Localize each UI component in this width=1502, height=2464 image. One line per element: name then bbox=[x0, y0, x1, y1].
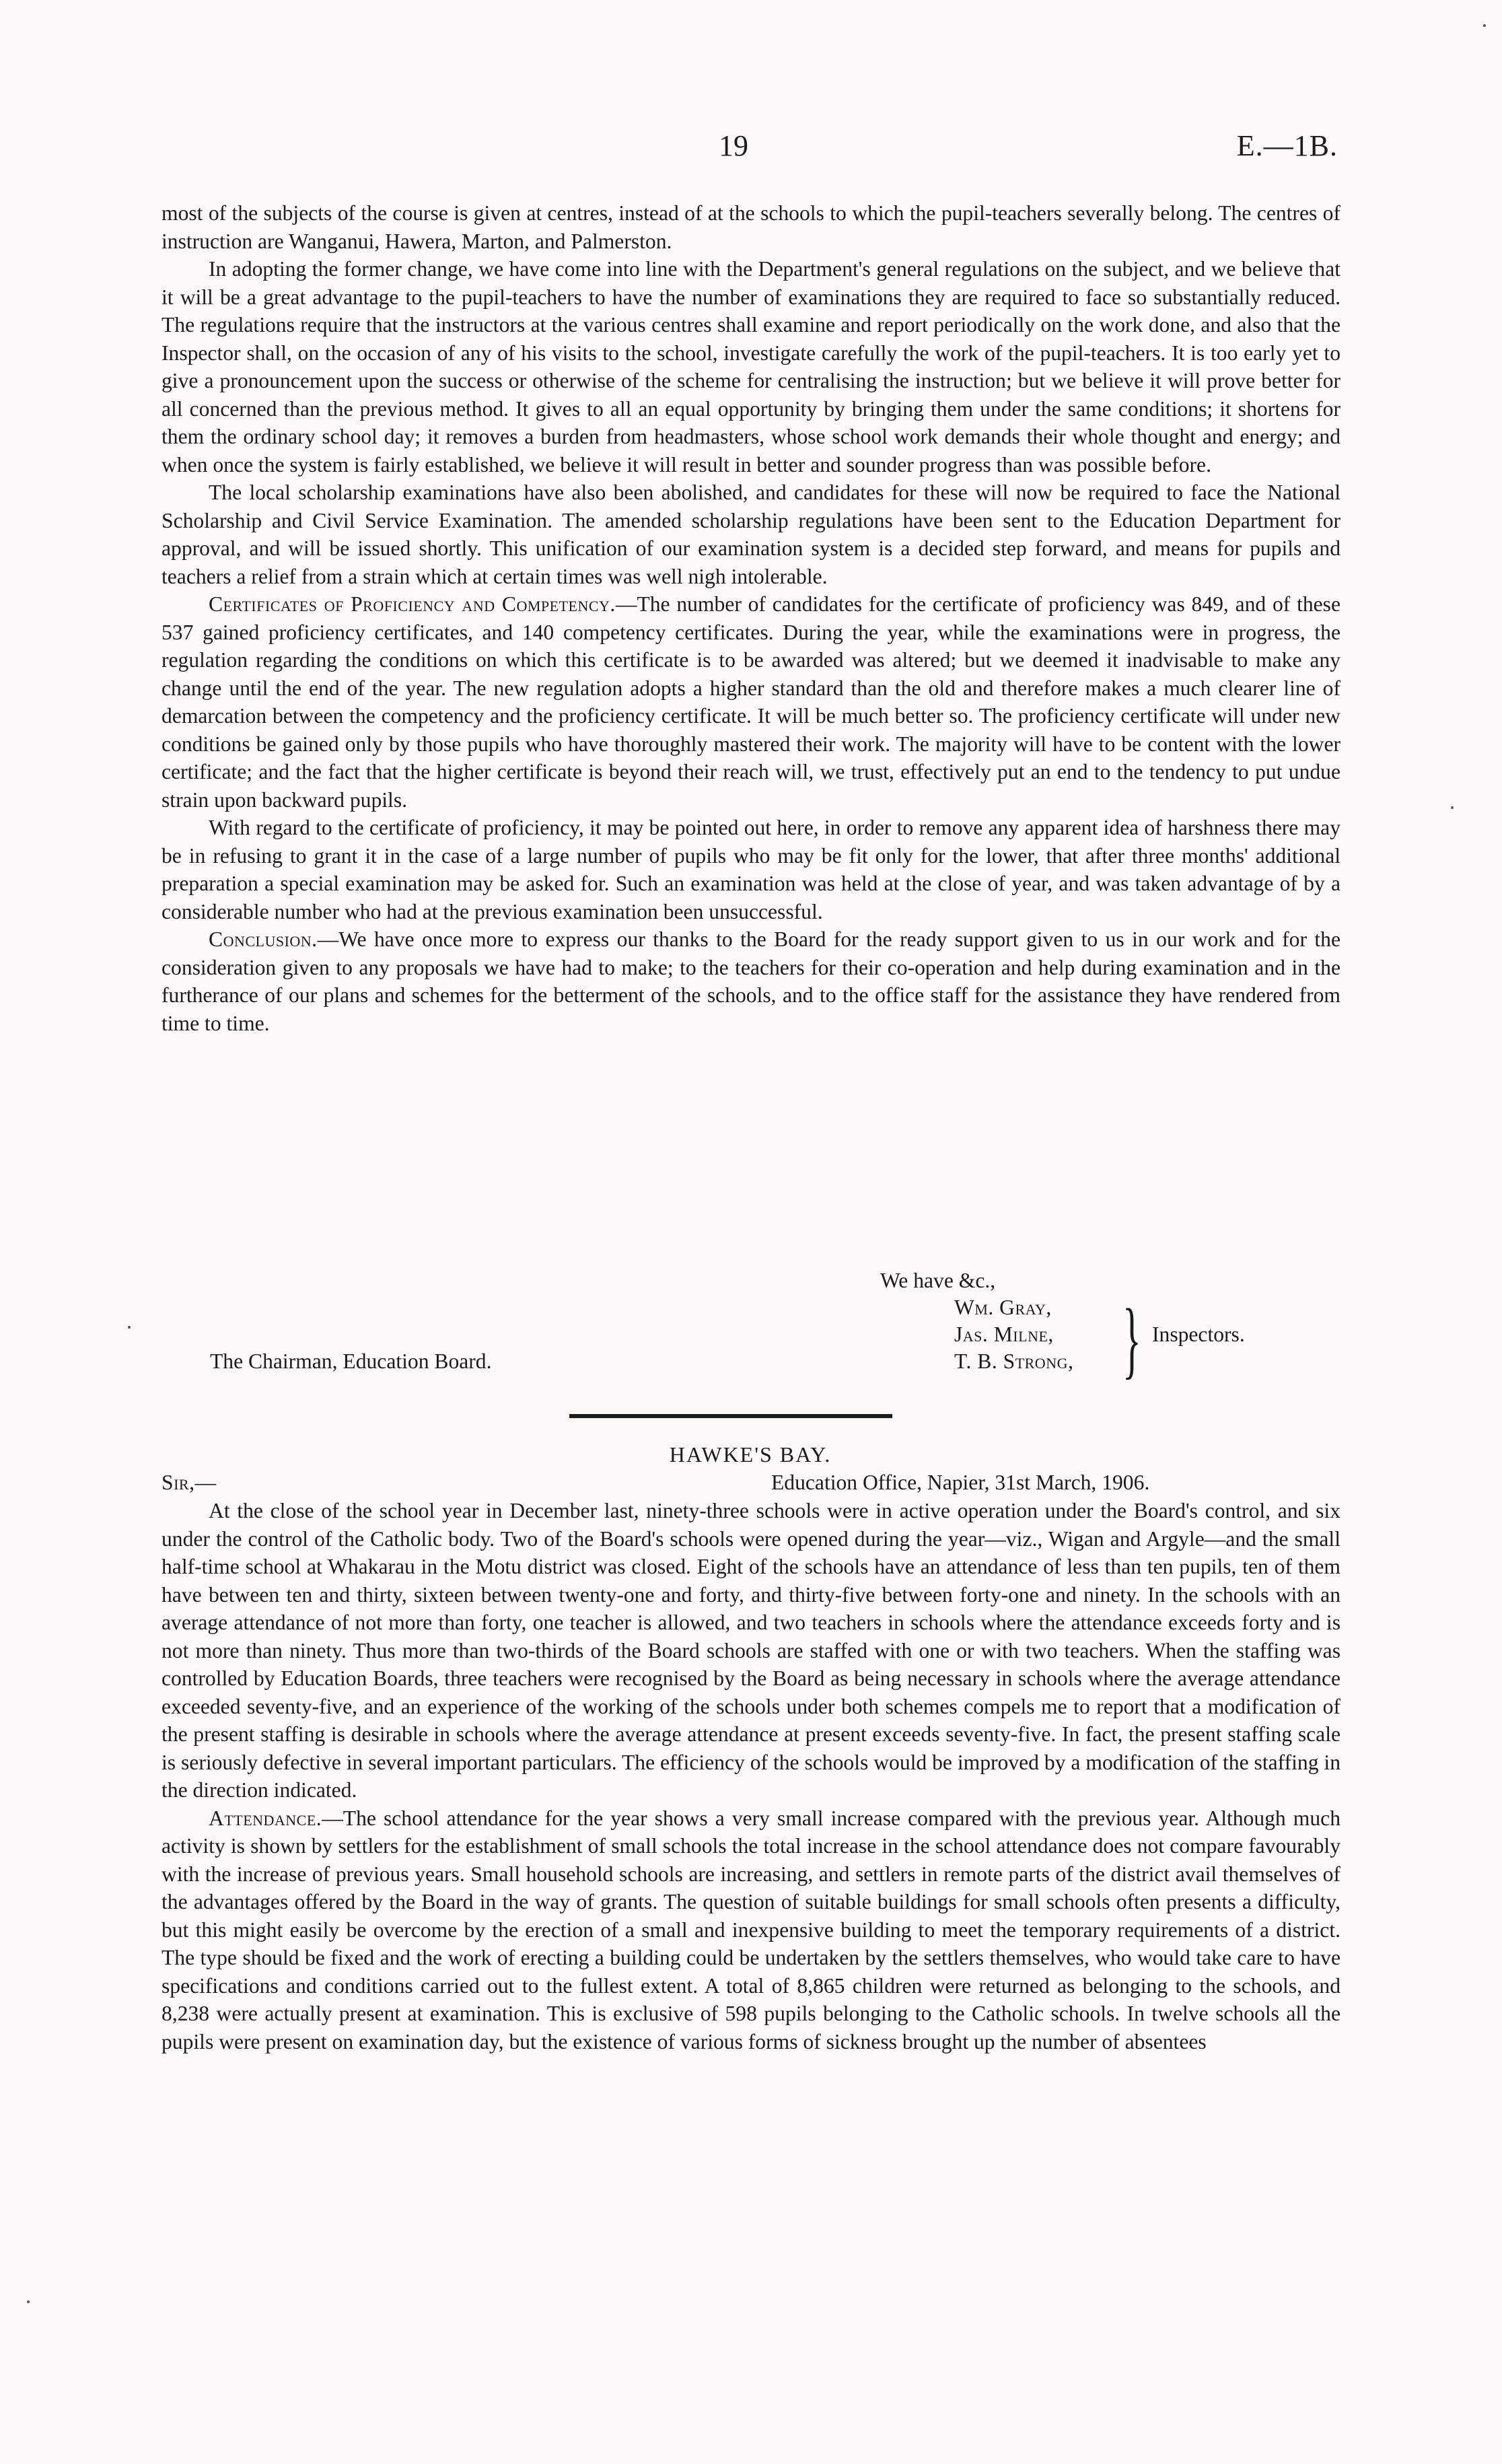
certificates-heading: Certificates of Proficiency and Competency. bbox=[209, 592, 616, 616]
conclusion-heading: Conclusion. bbox=[209, 927, 318, 951]
certificates-body: —The number of candidates for the certificate of proficiency was 849, and of these 537 gained proficiency certificates, and 140 competency certificates. During the year, while the examinations were in progress, the regulation regarding the conditions on which this certificate is to be awarded was altered; but we deemed it inadvisable to make any change until the end of the year. The new regulation adopts a higher standard than the old and therefore makes a much clearer line of demarcation between the competency and the proficiency certificate. It will be much better so. The proficiency certificate will under new conditions be gained only by those pupils who have thoroughly mastered their work. The majority will have to be content with the lower certificate; and the fact that the higher certificate is beyond their reach will, we trust, effectively put an end to the tendency to put undue strain upon backward pupils. bbox=[162, 592, 1341, 812]
hawkes-bay-salutation: Sir,— bbox=[162, 1471, 217, 1494]
hawkes-bay-title: HAWKE'S BAY. bbox=[669, 1442, 832, 1467]
intro-paragraph-1: most of the subjects of the course is given at centres, instead of at the schools to which the pupil-teachers severally belong. The centres of instruction are Wanganui, Hawera, Marton, and Palmerston. bbox=[162, 201, 1340, 253]
signoff-role: Inspectors. bbox=[1152, 1323, 1245, 1346]
signatories-brace: } bbox=[1122, 1292, 1141, 1387]
signoff-salutation: We have &c., bbox=[880, 1269, 996, 1292]
intro-paragraph-3: The local scholarship examinations have also been abolished, and candidates for these will now be required to face the National Scholarship and Civil Service Examination. The amended scholarship regulations have been sent to the Education Department for approval, and will be issued shortly. This unification of our examination system is a decided step forward, and means for pupils and teachers a relief from a strain which at certain times was well nigh intolerable. bbox=[162, 481, 1340, 588]
hawkes-bay-section bbox=[162, 1497, 1340, 2055]
signatory-gray: Wm. Gray, bbox=[954, 1296, 1052, 1319]
intro-section bbox=[162, 199, 1340, 1037]
page-number: 19 bbox=[719, 129, 748, 162]
hawkes-bay-dateline: Education Office, Napier, 31st March, 1906. bbox=[771, 1471, 1150, 1494]
scan-speck bbox=[128, 1326, 131, 1329]
signatory-milne: Jas. Milne, bbox=[954, 1323, 1054, 1346]
certificates-paragraph bbox=[162, 590, 1340, 814]
certificates-followup: With regard to the certificate of proficiency, it may be pointed out here, in order to remove any apparent idea of harshness there may be in refusing to grant it in the case of a large number of pupils who may be fit only for the lower, that after three months' additional preparation a special examination may be asked for. Such an examination was held at the close of year, and was taken advantage of by a considerable number who had at the previous examination been unsuccessful. bbox=[162, 816, 1340, 923]
attendance-heading: Attendance. bbox=[209, 1806, 322, 1830]
conclusion-body: —We have once more to express our thanks to the Board for the ready support given to us in our work and for the consideration given to any proposals we have had to make; to the teachers for their co-operation and help during examination and in the furtherance of our plans and schemes for the betterment of the schools, and to the office staff for the assistance they have rendered from time to time. bbox=[162, 927, 1340, 1035]
addressee: The Chairman, Education Board. bbox=[210, 1349, 492, 1373]
intro-paragraph-2: In adopting the former change, we have come into line with the Department's general regulations on the subject, and we believe that it will be a great advantage to the pupil-teachers to have the number of examinations they are required to face so substantially reduced. The regulations require that the instructors at the various centres shall examine and report periodically on the work done, and also that the Inspector shall, on the occasion of any of his visits to the school, investigate carefully the work of the pupil-teachers. It is too early yet to give a pronouncement upon the success or otherwise of the scheme for centralising the instruction; but we believe it will prove better for all concerned than the previous method. It gives to all an equal opportunity by bringing them under the same conditions; it shortens for them the ordinary school day; it removes a burden from headmasters, whose school work demands their whole thought and energy; and when once the system is fairly established, we believe it will result in better and sounder progress than was possible before. bbox=[162, 257, 1340, 477]
report-code: E.—1B. bbox=[1236, 129, 1338, 162]
scan-speck bbox=[27, 2300, 30, 2303]
conclusion-paragraph bbox=[162, 925, 1340, 1037]
attendance-paragraph bbox=[162, 1804, 1340, 2056]
section-divider bbox=[569, 1414, 892, 1418]
scan-speck bbox=[1483, 24, 1486, 27]
signatory-strong: T. B. Strong, bbox=[954, 1349, 1074, 1373]
scan-speck bbox=[1451, 806, 1454, 809]
attendance-body: —The school attendance for the year shows a very small increase compared with the previous year. Although much activity is shown by settlers for the establishment of small schools the total increase in the school attendance does not compare favourably with the increase of previous years. Small household schools are increasing, and settlers in remote parts of the district avail themselves of the advantages offered by the Board in the way of grants. The question of suitable buildings for small schools often presents a difficulty, but this might easily be overcome by the erection of a small and inexpensive building to meet the temporary requirements of a district. The type should be fixed and the work of erecting a building could be undertaken by the settlers themselves, who would take care to have specifications and conditions carried out to the fullest extent. A total of 8,865 children were returned as belonging to the schools, and 8,238 were actually present at examination. This is exclusive of 598 pupils belonging to the Catholic schools. In twelve schools all the pupils were present on examination day, but the existence of various forms of sickness brought up the number of absentees bbox=[162, 1806, 1340, 2053]
hawkes-bay-opening: At the close of the school year in December last, ninety-three schools were in active operation under the Board's control, and six under the control of the Catholic body. Two of the Board's schools were opened during the year—viz., Wigan and Argyle—and the small half-time school at Whakarau in the Motu district was closed. Eight of the schools have an attendance of less than ten pupils, ten of them have between ten and thirty, sixteen between twenty-one and forty, and thirty-five between forty-one and ninety. In the schools with an average attendance of not more than forty, one teacher is allowed, and two teachers in schools where the attendance exceeds forty and is not more than ninety. Thus more than two-thirds of the Board schools are staffed with one or with two teachers. When the staffing was controlled by Education Boards, three teachers were recognised by the Board as being necessary in schools where the average attendance exceeded seventy-five, and an experience of the working of the schools under both schemes compels me to report that a modification of the present staffing is desirable in schools where the average attendance at present exceeds seventy-five. In fact, the present staffing scale is seriously defective in several important particulars. The efficiency of the schools would be improved by a modification of the staffing in the direction indicated. bbox=[162, 1499, 1340, 1802]
